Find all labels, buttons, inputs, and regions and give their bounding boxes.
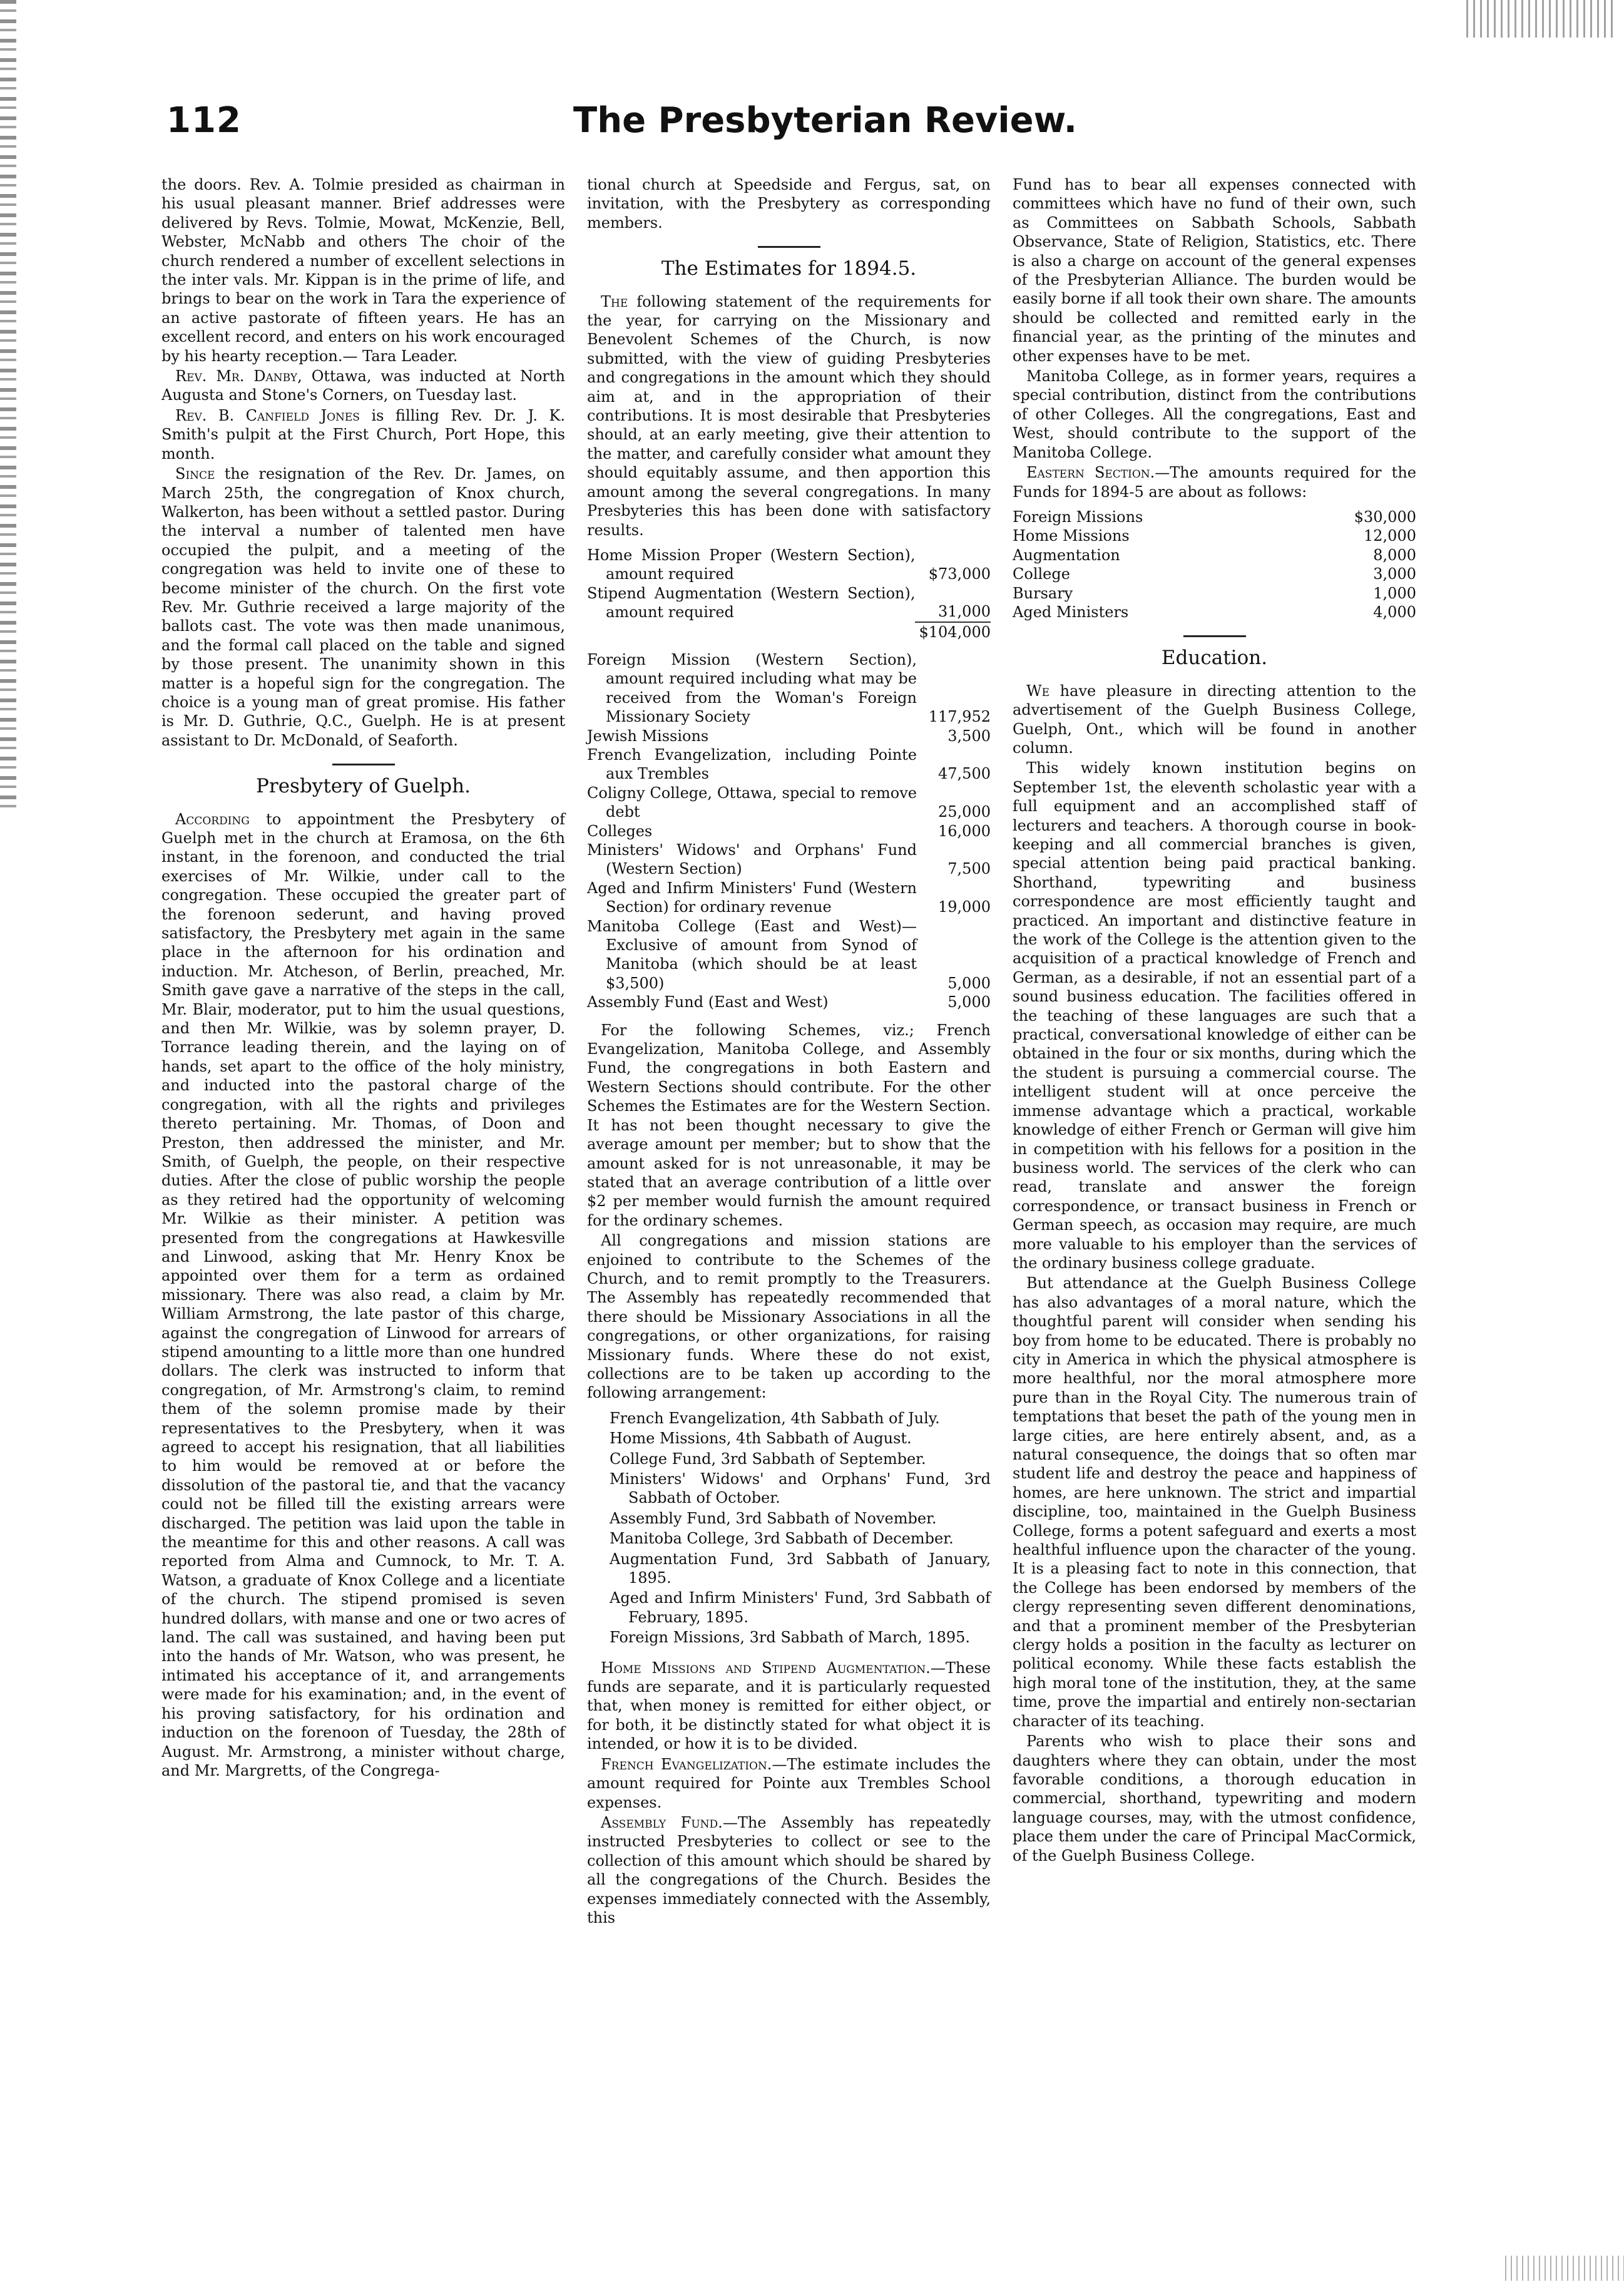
- paragraph-body: —These funds are separate, and it is particularly requested that, when money is remitted for either object, or for both, it be distinctly stated for what object it is intended, or how it is to be divided.: [587, 1659, 991, 1753]
- item-amount: 5,000: [947, 993, 991, 1011]
- paragraph-body: to appointment the Presbytery of Guelph met in the church at Eramosa, on the 6th instant, in the forenoon, and conducted the trial exercises of Mr. Wilkie, under call to the congregation. These occupied the greater part of the forenoon sederunt, and having proved satisfactory, the Presbytery met again in the same place in the afternoon for his ordination and induction. Mr. Atcheson, of Berlin, preached, Mr. Smith gave gave a narrative of the steps in the call, Mr. Blair, moderator, put to him the usual questions, and then Mr. Wilkie, was by solemn prayer, D. Torrance leading therein, and the laying on of hands, set apart to the office of the holy ministry, and inducted into the pastoral charge of the congregation, with all the rights and privileges thereto pertaining. Mr. Thomas, of Doon and Preston, then addressed the minister, and Mr. Smith, of Guelph, the people, on their respective duties. After the close of public worship the people as they retired had the opportunity of welcoming Mr. Wilkie as their minister. A petition was presented from the congregations at Hawkesville and Linwood, asking that Mr. Henry Knox be appointed over them for a term as ordained missionary. There was also read, a claim by Mr. William Armstrong, the late pastor of this charge, against the congregation of Linwood for arrears of stipend amounting to a little more than one hundred dollars. The clerk was instructed to inform that congregation, of Mr. Armstrong's claim, to remind them of the solemn promise made by their representatives to the Presbytery, when it was agreed to accept his resignation, that all liabilities to him would be removed at or before the dissolution of the pastoral tie, and that the vacancy could not be filled till the existing arrears were discharged. The petition was laid upon the table in the meantime for this and other reasons. A call was reported from Alma and Cumnock, to Mr. T. A. Watson, a graduate of Knox College and a licentiate of the church. The stipend promised is seven hundred dollars, with manse and one or two acres of land. The call was sustained, and having been put into the hands of Mr. Watson, who was present, he intimated his acceptance of it, and arrangements were made for his examination; and, in the event of his proving satisfactory, for his ordination and induction on the forenoon of Tuesday, the 28th of August. Mr. Armstrong, a minister without charge, and Mr. Margretts, of the Congrega-: [161, 810, 565, 1779]
- paragraph-lead: Rev. Mr. Danby,: [175, 367, 302, 386]
- paragraph: For the following Schemes, viz.; French Evangelization, Manitoba College, and Assembly Fund, the congregations in both Eastern and Western Sections should contribute. For the other Schemes the Estimates are for the Western Section. It has not been thought necessary to give the average amount per member; but to show that the amount asked for is not unreasonable, it may be stated that an average contribution of a little over $2 per member would furnish the amount required for the ordinary schemes.: [587, 1021, 991, 1229]
- item-label: Manitoba College (East and West)—Exclusive of amount from Synod of Manitoba (which should be at least $3,500): [587, 917, 917, 992]
- item-label: French Evangelization, including Pointe aux Trembles: [587, 745, 917, 783]
- item-amount: 8,000: [1373, 546, 1416, 564]
- table-row: [587, 784, 991, 822]
- item-label: Bursary: [1013, 584, 1073, 602]
- paragraph: [587, 292, 991, 540]
- paragraph: [161, 810, 565, 1781]
- section-divider: [758, 246, 820, 248]
- paragraph-lead: The: [601, 292, 628, 310]
- list-item: Aged and Infirm Ministers' Fund, 3rd Sabbath of February, 1895.: [610, 1589, 991, 1626]
- table-row: [587, 841, 991, 879]
- paragraph: [587, 1659, 991, 1754]
- table-row: [1013, 565, 1416, 583]
- running-head: The Presbyterian Review.: [573, 100, 1078, 141]
- paragraph: All congregations and mission stations are enjoined to contribute to the Schemes of the Church, and to remit promptly to the Treasurers. The Assembly has repeatedly recommended that there should be Missionary Associations in all the congregations, or other organizations, for raising Missionary funds. Where these do not exist, collections are to be taken up according to the following arrangement:: [587, 1232, 991, 1402]
- table-row: [587, 650, 991, 727]
- table-total-row: [587, 622, 991, 642]
- paragraph-lead: We: [1026, 682, 1050, 700]
- paragraph: [161, 367, 565, 405]
- item-label: Foreign Missions: [1013, 508, 1143, 526]
- column-3: [1013, 175, 1416, 1866]
- item-label: Coligny College, Ottawa, special to remove debt: [587, 784, 917, 821]
- column-1: [161, 175, 565, 1781]
- list-item: Augmentation Fund, 3rd Sabbath of January, 1895.: [610, 1550, 991, 1587]
- table-row: [1013, 584, 1416, 603]
- table-row: [587, 993, 991, 1011]
- item-label: Assembly Fund (East and West): [587, 993, 829, 1011]
- paragraph: [1013, 682, 1416, 758]
- table-row: [587, 917, 991, 993]
- table-row: [1013, 603, 1416, 622]
- paragraph: [161, 464, 565, 750]
- paragraph: But attendance at the Guelph Business College has also advantages of a moral nature, which the thoughtful parent will consider when sending his boy from home to be educated. There is probably no city in America in which the physical atmosphere is more healthful, nor the moral atmosphere more pure than in the Royal City. The numerous train of temptations that beset the path of the young men in large cities, are here entirely absent, and, as a natural consequence, the doings that so often mar student life and destroy the peace and happiness of homes, are here unknown. The strict and impartial discipline, too, maintained in the Guelph Business College, forms a potent safeguard and exerts a most healthful influence upon the character of the young. It is a pleasing fact to note in this connection, that the College has been endorsed by members of the clergy representing seven different denominations, and that a prominent member of the Presbyterian clergy holds a position in the faculty as lecturer on political economy. While these facts establish the high moral tone of the institution, they, at the same time, prove the impartial and entirely non-sectarian character of its teaching.: [1013, 1274, 1416, 1730]
- item-amount: 12,000: [1364, 527, 1416, 545]
- item-amount: 31,000: [938, 603, 991, 621]
- item-amount: $30,000: [1354, 508, 1416, 526]
- item-amount: 117,952: [928, 708, 991, 726]
- scan-corner-mark: [1466, 0, 1616, 38]
- paragraph: Fund has to bear all expenses connected with committees which have no fund of their own, such as Committees on Sabbath Schools, Sabbath Observance, State of Religion, Statistics, etc. There is also a charge on account of the general expenses of the Presbyterian Alliance. The burden would be easily borne if all took their own share. The amounts should be collected and remitted early in the financial year, as the printing of the minutes and other expenses have to be met.: [1013, 176, 1416, 365]
- paragraph: the doors. Rev. A. Tolmie presided as chairman in his usual pleasant manner. Brief addresses were delivered by Revs. Tolmie, Mowat, McKenzie, Bell, Webster, McNabb and others The choir of the church rendered a number of excellent selections in the inter vals. Mr. Kippan is in the prime of life, and brings to bear on the work in Tara the experience of an active pastorate of fifteen years. He has an excellent record, and enters on his work encouraged by his hearty reception.— Tara Leader.: [161, 176, 565, 365]
- scan-corner-mark-bottom: [1505, 2256, 1624, 2281]
- list-item: Ministers' Widows' and Orphans' Fund, 3rd Sabbath of October.: [610, 1470, 991, 1507]
- list-item: Manitoba College, 3rd Sabbath of December.: [610, 1530, 954, 1548]
- item-label: Home Missions: [1013, 527, 1130, 545]
- estimates-table-western: [587, 546, 991, 642]
- paragraph-lead: Assembly Fund.: [601, 1813, 723, 1831]
- item-amount: 47,500: [938, 765, 991, 783]
- item-label: Colleges: [587, 822, 653, 840]
- list-item: Foreign Missions, 3rd Sabbath of March, 1895.: [610, 1629, 971, 1647]
- table-row: [587, 745, 991, 784]
- scan-binding-edge: [0, 0, 16, 814]
- item-amount: 16,000: [938, 822, 991, 840]
- paragraph-body: —The estimate includes the amount required for Pointe aux Trembles School expenses.: [587, 1755, 991, 1811]
- paragraph-body: —The amounts required for the Funds for 1894-5 are about as follows:: [1013, 464, 1416, 501]
- item-label: Augmentation: [1013, 546, 1120, 564]
- paragraph: [587, 1755, 991, 1812]
- paragraph: [1013, 463, 1416, 501]
- item-amount: 3,000: [1373, 565, 1416, 583]
- item-amount: 7,500: [947, 860, 991, 878]
- item-label: Foreign Mission (Western Section), amount required including what may be received from the Woman's Foreign Missionary Society: [587, 650, 917, 726]
- column-2: [587, 175, 991, 1928]
- table-row: [587, 822, 991, 841]
- table-row: [587, 727, 991, 745]
- item-amount: 4,000: [1373, 603, 1416, 621]
- item-amount: 1,000: [1373, 584, 1416, 602]
- list-item: College Fund, 3rd Sabbath of September.: [610, 1450, 926, 1468]
- list-item: Home Missions, 4th Sabbath of August.: [610, 1430, 912, 1448]
- paragraph-lead: Rev. B. Canfield Jones: [175, 406, 360, 424]
- paragraph-body: following statement of the requirements for the year, for carrying on the Missionary and Benevolent Schemes of the Church, is now submitted, with the view of guiding Presbyteries and congregations in the amount which they should aim at, and in the appropriation of their contributions. It is most desirable that Presbyteries should, at an early meeting, give their attention to the matter, and carefully consider what amount they should equitably assume, and then apportion this amount among the several congregations. In many Presbyteries this has been done with satisfactory results.: [587, 292, 991, 539]
- item-label: Jewish Missions: [587, 727, 709, 745]
- paragraph: tional church at Speedside and Fergus, sat, on invitation, with the Presbytery as corresponding members.: [587, 176, 991, 232]
- paragraph: [587, 1813, 991, 1927]
- item-amount: 19,000: [938, 898, 991, 916]
- total-amount: $104,000: [915, 622, 991, 642]
- table-row: [1013, 546, 1416, 565]
- item-label: Stipend Augmentation (Western Section), amount required: [587, 584, 916, 622]
- section-divider: [1183, 635, 1246, 637]
- paragraph-body: the resignation of the Rev. Dr. James, on March 25th, the congregation of Knox church, Walkerton, has been without a settled pastor. During the interval a number of talented men have occupied the pulpit, and a meeting of the congregation was held to invite one of these to become minister of the church. On the first vote Rev. Mr. Guthrie received a large majority of the ballots cast. The vote was then made unanimous, and the formal call placed on the table and signed by those present. The unanimity shown in this matter is a hopeful sign for the congregation. The choice is a young man of great promise. His father is Mr. D. Guthrie, Q.C., Guelph. He is at present assistant to Dr. McDonald, of Seaforth.: [161, 465, 565, 749]
- table-row: [587, 879, 991, 917]
- item-label: Aged Ministers: [1013, 603, 1129, 621]
- collection-schedule: [587, 1409, 991, 1647]
- estimates-table-schemes: [587, 650, 991, 1012]
- paragraph: Manitoba College, as in former years, requires a special contribution, distinct from the contributions of other Colleges. All the congregations, East and West, should contribute to the support of the Manitoba College.: [1013, 367, 1416, 461]
- paragraph-body: —The Assembly has repeatedly instructed Presbyteries to collect or see to the collection of this amount which should be shared by all the congregations of the Church. Besides the expenses immediately connected with the Assembly, this: [587, 1813, 991, 1926]
- paragraph: Parents who wish to place their sons and daughters where they can obtain, under the most favorable conditions, a thorough education in commercial, shorthand, typewriting and modern language courses, may, with the utmost confidence, place them under the care of Principal MacCormick, of the Guelph Business College.: [1013, 1732, 1416, 1865]
- item-label: Aged and Infirm Ministers' Fund (Western Section) for ordinary revenue: [587, 879, 917, 916]
- item-label: College: [1013, 565, 1070, 583]
- paragraph-body: Ottawa, was inducted at North Augusta and Stone's Corners, on Tuesday last.: [161, 367, 565, 404]
- item-amount: 3,500: [947, 727, 991, 745]
- paragraph: [161, 406, 565, 463]
- table-row: [1013, 526, 1416, 545]
- table-row: [587, 584, 991, 622]
- section-heading: Presbytery of Guelph.: [256, 775, 471, 798]
- item-amount: 5,000: [947, 974, 991, 992]
- paragraph-body: have pleasure in directing attention to the advertisement of the Guelph Business College, Guelph, Ont., which will be found in another column.: [1013, 682, 1416, 757]
- list-item: Assembly Fund, 3rd Sabbath of November.: [610, 1509, 937, 1527]
- paragraph-lead: French Evangelization.: [601, 1755, 772, 1773]
- section-heading: The Estimates for 1894.5.: [661, 257, 917, 280]
- estimates-table-eastern: [1013, 508, 1416, 622]
- list-item: French Evangelization, 4th Sabbath of July.: [610, 1409, 940, 1427]
- paragraph: This widely known institution begins on September 1st, the eleventh scholastic year with a full equipment and an accomplished staff of lecturers and teachers. A thorough course in book-keeping and all commercial branches is given, special attention being paid practical banking. Shorthand, typewriting and business correspondence are most efficiently taught and practiced. An important and distinctive feature in the work of the College is the attention given to the acquisition of a practical knowledge of French and German, as a desirable, if not an essential part of a sound business education. The facilities offered in the teaching of these languages are such that a practical, conversational knowledge of either can be obtained in the four or six months, during which the the student is pursuing a commercial course. The intelligent student will at once perceive the immense advantage which a practical, workable knowledge of either French or German will give him in competition with his fellows for a position in the business world. The services of the clerk who can read, translate and answer the foreign correspondence, or transact business in French or German speech, as occasion may require, are much more valuable to his employer than the services of the ordinary business college graduate.: [1013, 759, 1416, 1272]
- section-divider: [332, 764, 395, 765]
- paragraph-lead: Home Missions and Stipend Augmentation.: [601, 1659, 931, 1677]
- page-number: 112: [166, 100, 242, 141]
- item-label: Ministers' Widows' and Orphans' Fund (Western Section): [587, 841, 917, 878]
- item-amount: 25,000: [938, 803, 991, 821]
- table-row: [587, 546, 991, 584]
- paragraph-lead: Eastern Section.: [1026, 464, 1155, 482]
- item-label: Home Mission Proper (Western Section), amount required: [587, 546, 916, 583]
- item-amount: $73,000: [928, 565, 991, 583]
- paragraph-lead: According: [175, 810, 250, 828]
- table-row: [1013, 508, 1416, 526]
- paragraph-lead: Since: [175, 465, 215, 483]
- paragraph-body: is filling Rev. Dr. J. K. Smith's pulpit at the First Church, Port Hope, this month.: [161, 406, 565, 463]
- section-heading: Education.: [1161, 647, 1268, 670]
